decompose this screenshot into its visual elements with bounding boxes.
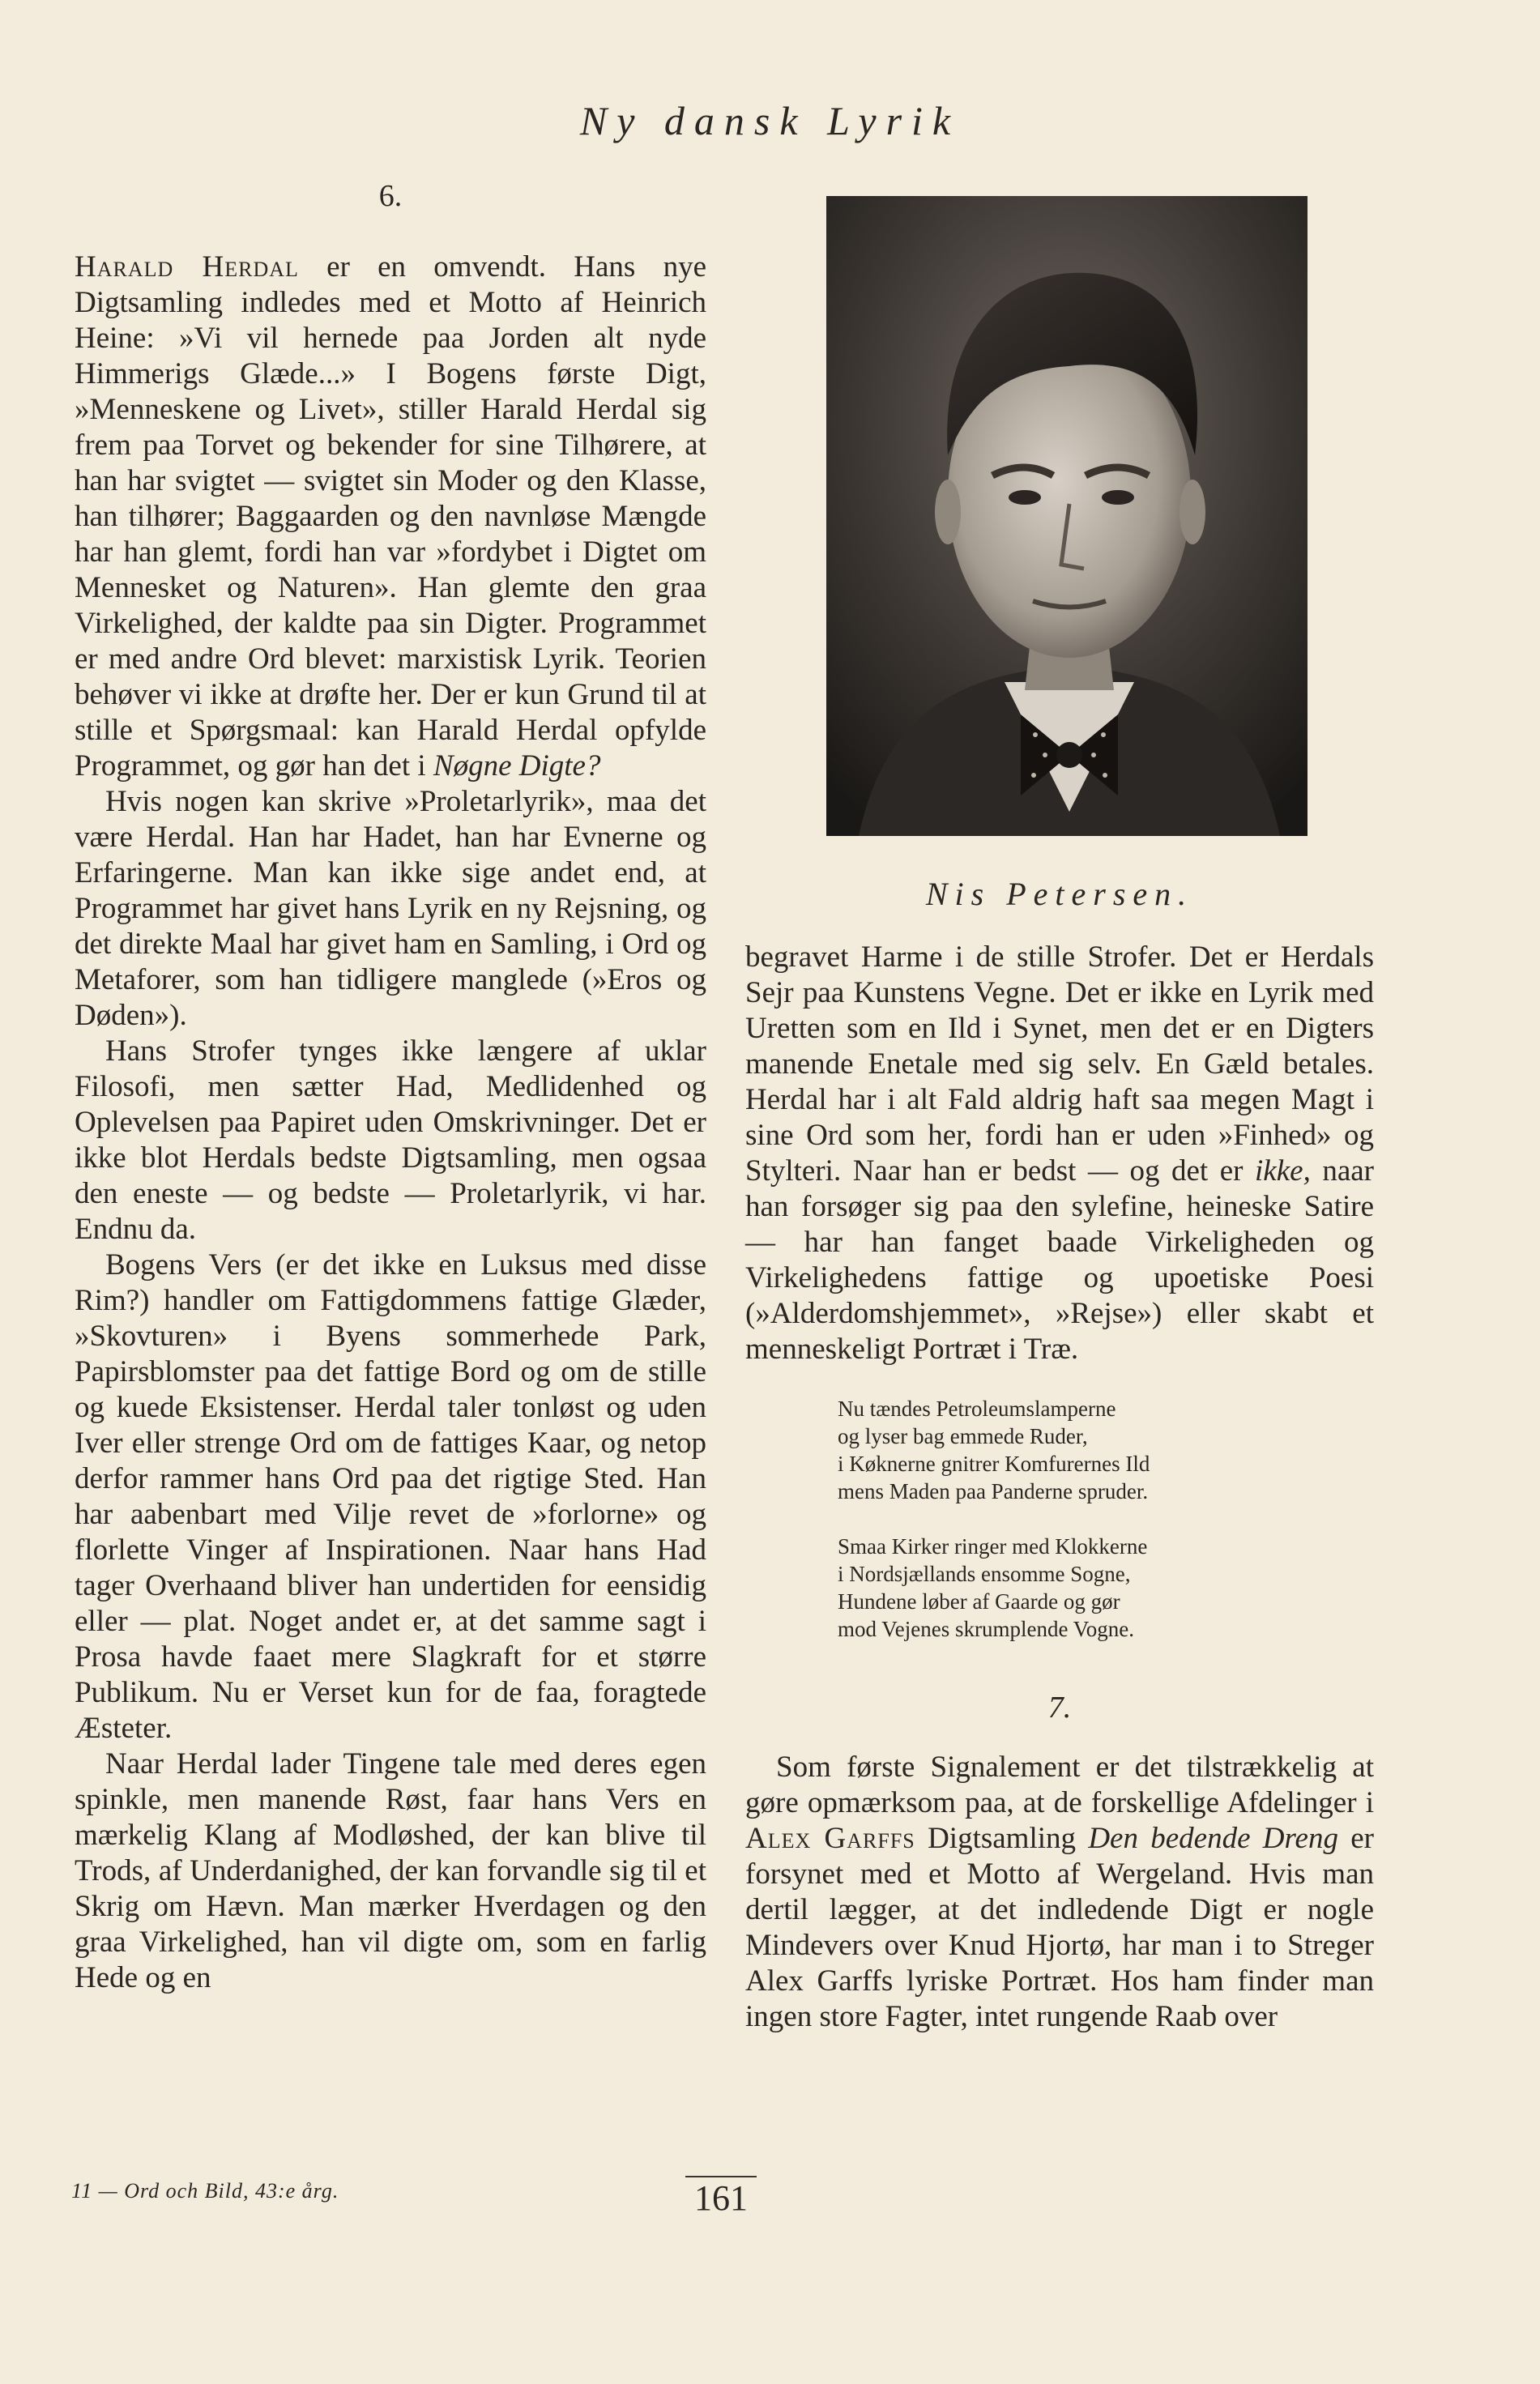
paragraph-text: Som første Signalement er det tilstrækkelig at gøre opmærksom paa, at de forskellige Afdelinger i [745,1751,1374,1819]
running-head: Ny dansk Lyrik [579,98,961,143]
section-number-7: 7. [1047,1691,1072,1725]
poem-line: mens Maden paa Panderne spruder. [838,1479,1149,1503]
book-title-den-bedende-dreng: Den bedende Dreng [1088,1822,1338,1855]
poem-stanza [838,1533,1374,1643]
poem-line: i Køknerne gnitrer Komfurernes Ild [838,1452,1150,1476]
poem-line: Hundene løber af Gaarde og gør [838,1589,1120,1614]
author-name-garff: Alex Garffs [745,1822,915,1855]
paragraph: Naar Herdal lader Tingene tale med deres egen spinkle, men manende Røst, faar hans Vers en mærkelig Klang af Modløshed, der kan blive til Trods, af Underdanighed, der kan forvandle sig til et Skrig om Hævn. Man mærker Hverdagen og den graa Virkelighed, han vil digte om, som en farlig Hede og en [75,1747,706,1994]
paragraph-text: naar han forsøger sig paa den sylefine, heineske Satire — har han fanget baade Virkeligheden og Virkelighedens fattige og upoetiske Poesi (»Alderdomshjemmet», »Rejse») eller skabt et menneskeligt Portræt i Træ. [745,1154,1375,1366]
portrait-photo [826,196,1308,836]
right-column [745,940,1374,2035]
author-name-herdal: Harald Herdal [75,250,299,284]
poem-stanza [838,1395,1374,1505]
poem-line: mod Vejenes skrumplende Vogne. [838,1617,1134,1641]
poem-line: Nu tændes Petroleumslamperne [838,1397,1116,1421]
emphasis-ikke: ikke, [1255,1154,1311,1188]
paragraph [745,940,1374,1367]
poem-line: Smaa Kirker ringer med Klokkerne [838,1534,1148,1559]
poem-line: i Nordsjællands ensomme Sogne, [838,1562,1131,1586]
page-number: 161 [694,2178,748,2218]
paragraph-text: er en omvendt. Hans nye Digtsamling indledes med et Motto af Heinrich Heine: »Vi vil hernede paa Jorden alt nyde Himmerigs Glæde...» I Bogens første Digt, »Menneskene og Livet», stiller Harald Herdal sig frem paa Torvet og bekender for sine Tilhørere, at han har svigtet — svigtet sin Moder og den Klasse, han tilhører; Baggaarden og den navnløse Mængde har han glemt, fordi han var »fordybet i Digtet om Mennesket og Naturen». Han glemte den graa Virkelighed, der kaldte paa sin Digter. Programmet er med andre Ord blevet: marxistisk Lyrik. Teorien behøver vi ikke at drøfte her. Der er kun Grund til at stille et Spørgsmaal: kan Harald Herdal opfylde Programmet, og gør han det i [75,250,706,783]
poem-quote [838,1395,1374,1643]
paragraph: Hvis nogen kan skrive »Proletarlyrik», maa det være Herdal. Han har Hadet, han har Evnerne og Erfaringerne. Man kan ikke sige andet end, at Programmet har givet hans Lyrik en ny Rejsning, og det direkte Maal har givet ham en Samling, i Ord og Metaforer, som han tidligere manglede (»Eros og Døden»). [75,785,706,1032]
paragraph: Hans Strofer tynges ikke længere af uklar Filosofi, men sætter Had, Medlidenhed og Oplevelsen paa Papiret uden Omskrivninger. Det er ikke blot Herdals bedste Digtsamling, men ogsaa den eneste — og bedste — Proletarlyrik, vi har. Endnu da. [75,1034,706,1246]
signature-mark: 11 — Ord och Bild, 43:e årg. [71,2179,339,2203]
paragraph [745,1750,1374,2035]
section-number-6: 6. [378,179,403,213]
paragraph-text: begravet Harme i de stille Strofer. Det er Herdals Sejr paa Kunstens Vegne. Det er ikke en Lyrik med Uretten som en Ild i Synet, men det er en Digters manende Enetale med sig selv. En Gæld betales. Herdal har i alt Fald aldrig haft saa megen Magt i sine Ord som her, fordi han er uden »Finhed» og Stylteri. Naar han er bedst — og det er [745,940,1374,1188]
paragraph [75,249,706,784]
book-title-nogne-digte: Nøgne Digte? [433,749,601,783]
paragraph: Bogens Vers (er det ikke en Luksus med disse Rim?) handler om Fattigdommens fattige Glæder, »Skovturen» i Byens sommerhede Park, Papirsblomster paa det fattige Bord og om de stille og kuede Eksistenser. Herdal taler tonløst og uden Iver eller strenge Ord om de fattiges Kaar, og netop derfor rammer hans Ord paa det rigtige Sted. Han har aabenbart med Vilje revet de »forlorne» og florlette Vinger af Inspirationen. Naar hans Had tager Overhaand bliver han undertiden for eensidig eller — plat. Noget andet er, at det samme sagt i Prosa havde faaet mere Slagkraft for et større Publikum. Nu er Verset kun for de faa, foragtede Æsteter. [75,1248,706,1745]
paragraph-text: er forsynet med et Motto af Wergeland. Hvis man dertil lægger, at det indledende Digt er nogle Mindevers over Knud Hjortø, har man i to Streger Alex Garffs lyriske Portræt. Hos ham finder man ingen store Fagter, intet rungende Raab over [745,1822,1375,2033]
poem-line: og lyser bag emmede Ruder, [838,1424,1088,1448]
photo-caption: Nis Petersen. [925,876,1194,912]
portrait-illustration [826,196,1308,836]
paragraph-text: Digtsamling [915,1822,1089,1855]
left-column [75,178,706,1996]
